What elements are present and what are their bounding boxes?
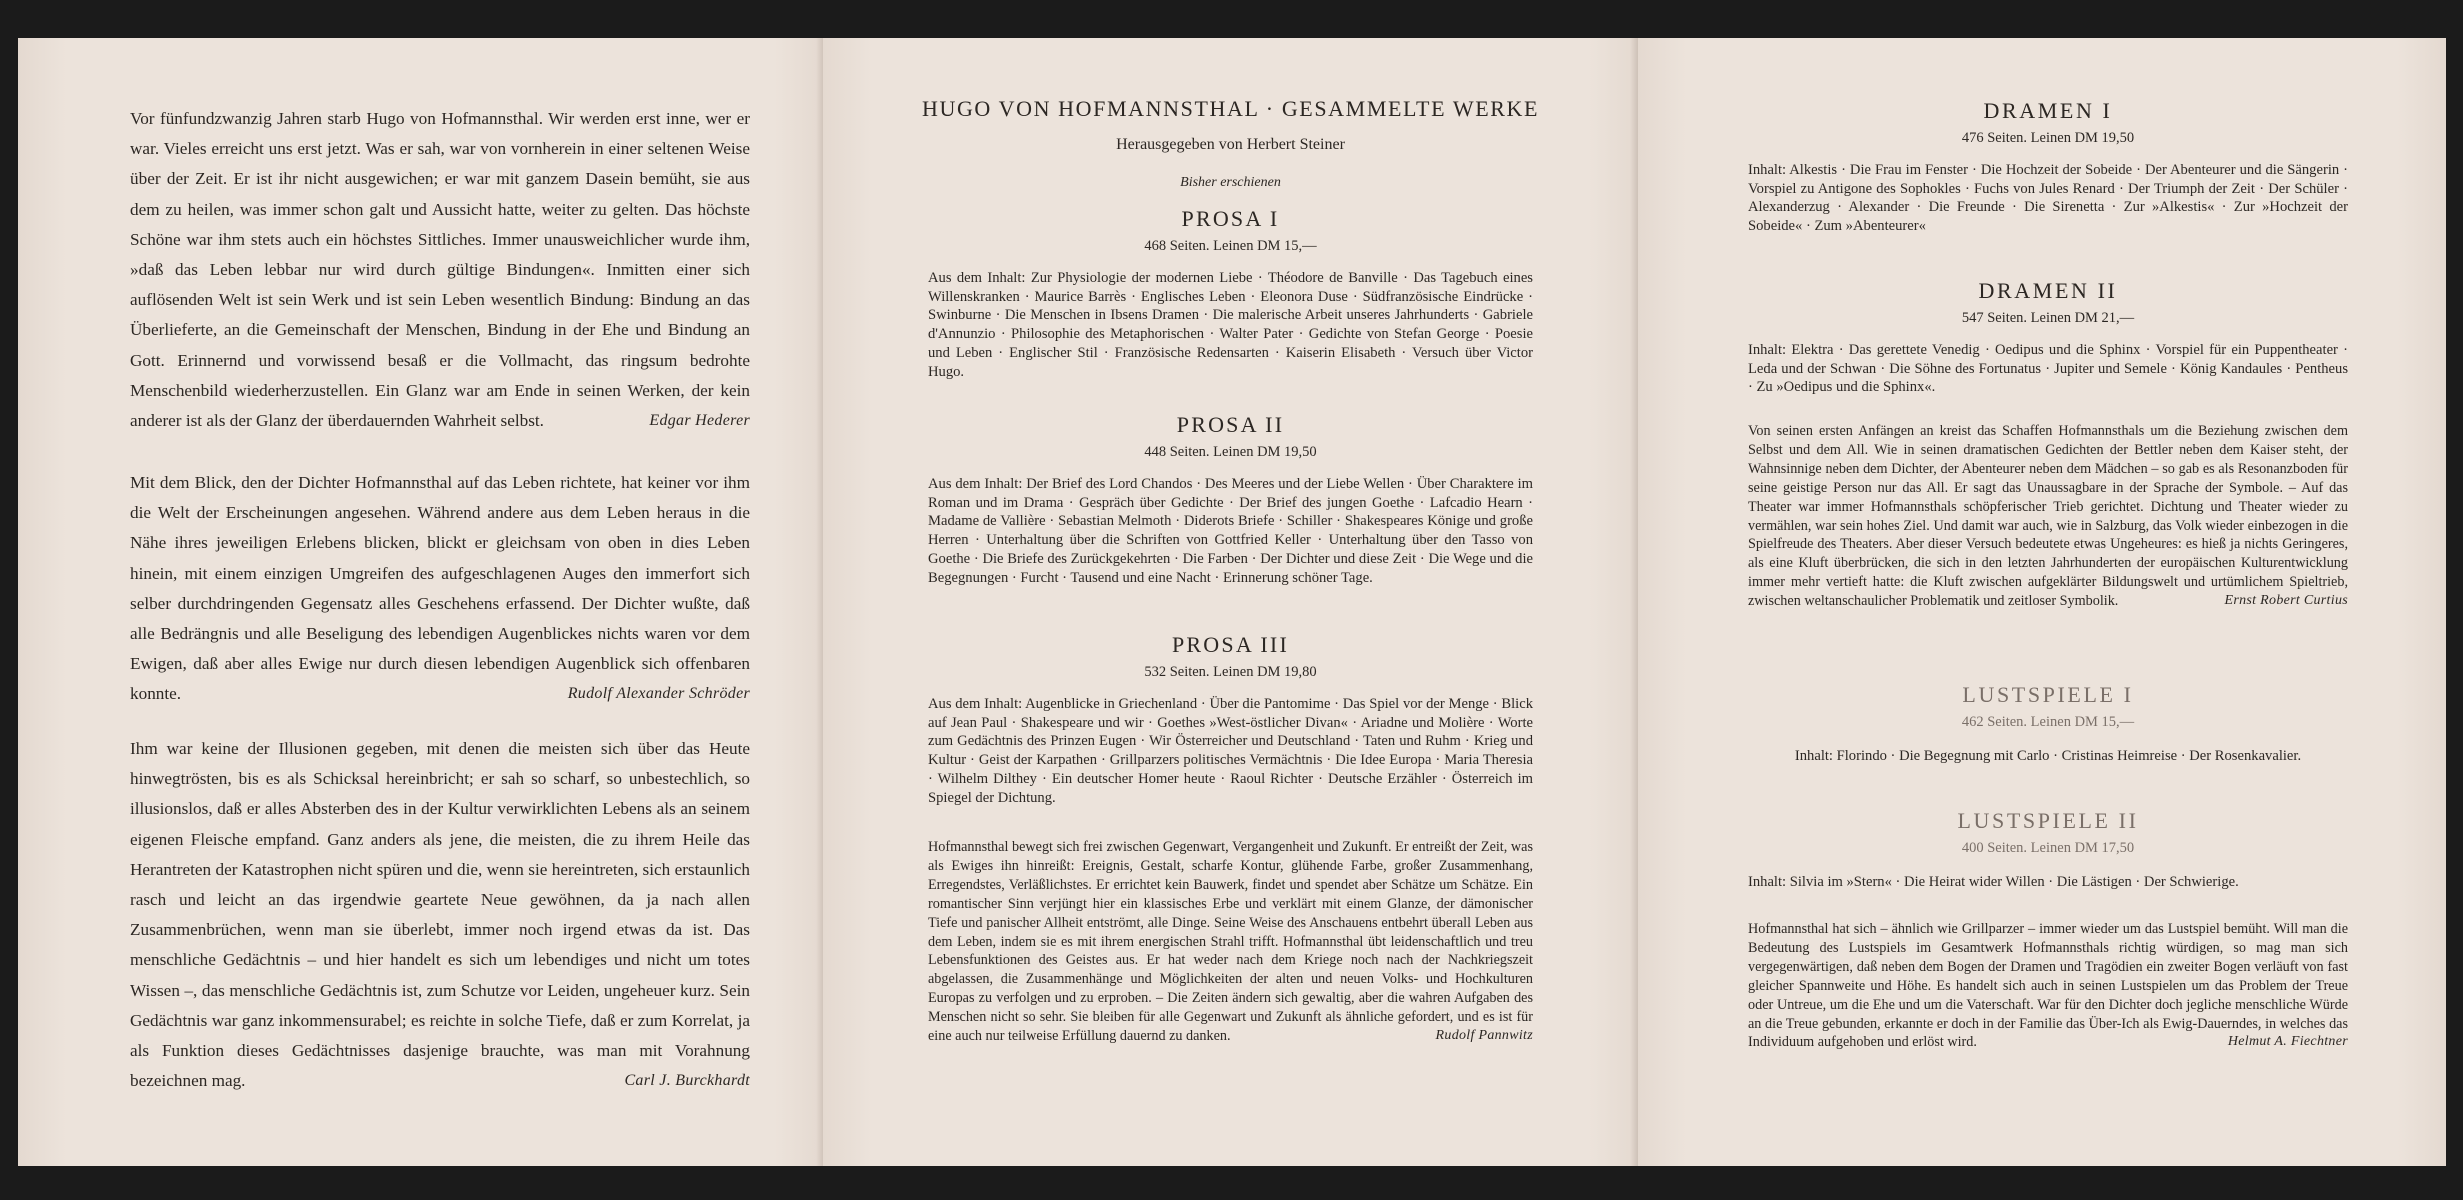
essay-author: Edgar Hederer bbox=[649, 412, 750, 430]
essay-schroeder bbox=[130, 468, 750, 710]
essay-author: Rudolf Alexander Schröder bbox=[567, 685, 750, 703]
essay-text bbox=[130, 734, 750, 1096]
left-page bbox=[18, 38, 823, 1166]
volume-meta: 448 Seiten. Leinen DM 19,50 bbox=[1144, 444, 1317, 460]
volume-contents: Inhalt: Alkestis · Die Frau im Fenster · Die Hochzeit der Sobeide · Der Abenteurer und die Sängerin · Vorspiel zu Antigone des Sophokles · Fuchs von Jules Renard · Der Triumph der Zeit · Der Schüler · Alexanderzug · Alexander · Die Freunde · Die Sirenetta · Zur »Alkestis« · Zur »Hochzeit der Sobeide« · Zum »Abenteurer« bbox=[1748, 162, 2348, 235]
volume-lustspiele-1 bbox=[1748, 682, 2348, 766]
volume-contents: Inhalt: Elektra · Das gerettete Venedig · Oedipus und die Sphinx · Vorspiel für ein Puppentheater · Leda und der Schwan · Die Söhne des Fortunatus · Jupiter und Semele · König Kandaules · Pentheus · Zu »Oedipus und die Sphinx«. bbox=[1748, 342, 2348, 396]
volume-title: LUSTSPIELE I bbox=[1962, 682, 2134, 707]
quote-author: Helmut A. Fiechtner bbox=[2227, 1034, 2348, 1050]
essay-body: Vor fünfundzwanzig Jahren starb Hugo von Hofmannsthal. Wir werden erst inne, wer er war. Vieles erreicht uns erst jetzt. Was er sah, war von vornherein in einer seltenen Weise über der Zeit. Er ist ihr nicht ausgewichen; er war mit ganzem Dasein bemüht, sie aus dem zu heilen, was immer schon galt und Aussicht hatte, weiter zu gelten. Das höchste Schöne war ihm stets auch ein höchstes Sittliches. Immer unausweichlicher wurde ihm, »daß das Leben lebbar nur wird durch gültige Bindungen«. Inmitten einer sich auflösenden Welt ist sein Werk und ist sein Leben wesentlich Bindung: Bindung an das Überlieferte, an die Gemeinschaft der Menschen, Bindung in der Ehe und Bindung an Gott. Erinnernd und vorwissend besaß er die Vollmacht, das ringsum bedrohte Menschenbild wiederherzustellen. Ein Glanz war am Ende in seinen Werken, der kein anderer ist als der Glanz der überdauernden Wahrheit selbst. bbox=[130, 109, 750, 431]
quote-author: Ernst Robert Curtius bbox=[2224, 593, 2348, 609]
volume-meta: 547 Seiten. Leinen DM 21,— bbox=[1961, 310, 2135, 326]
editor-line: Herausgegeben von Herbert Steiner bbox=[1116, 136, 1345, 153]
volume-title: PROSA III bbox=[1172, 632, 1289, 657]
volume-title: PROSA I bbox=[1181, 206, 1280, 231]
series-title: HUGO VON HOFMANNSTHAL · GESAMMELTE WERKE bbox=[921, 96, 1540, 121]
volume-contents: Inhalt: Silvia im »Stern« · Die Heirat wider Willen · Die Lästigen · Der Schwierige. bbox=[1748, 874, 2239, 890]
volume-contents: Aus dem Inhalt: Der Brief des Lord Chandos · Des Meeres und der Liebe Wellen · Über Charaktere im Roman und im Drama · Gespräch über Gedichte · Der Brief des jungen Goethe · Lafcadio Hearn · Madame de Vallière · Sebastian Melmoth · Diderots Briefe · Schiller · Shakespeares Könige und große Herren · Unterhaltung über die Schriften von Gottfried Keller · Unterhaltung über den Tasso von Goethe · Die Briefe des Zurückgekehrten · Die Farben · Der Dichter und diese Zeit · Die Wege und die Begegnungen · Furcht · Tausend und eine Nacht · Erinnerung schöner Tage. bbox=[928, 476, 1533, 586]
essay-burckhardt bbox=[130, 734, 750, 1096]
volume-prosa-3 bbox=[928, 632, 1533, 807]
quote-body: Von seinen ersten Anfängen an kreist das Schaffen Hofmannsthals um die Beziehung zwischen dem Selbst und dem All. Wie in seinen dramatischen Gedichten der Bettler neben dem Kaiser steht, der Wahnsinnige neben dem Dichter, der Abenteurer neben dem Mädchen – so gab es als Resonanzboden für seine geistige Person nur das All. Er sagt das Unaussagbare in der Sprache der Symbole. – Auf das Theater war immer Hofmannsthals schöpferischer Trieb gerichtet. Dichtung und Theater wieder zu vermählen, war sein hohes Ziel. Und damit war auch, wie in Salzburg, das Volk wieder einbezogen in die Spielfreude des Theaters. Aber dieser Versuch bedeutete etwas Ungeheures: es hieß ja nichts Geringeres, als eine Kluft überbrücken, die sich in den letzten Jahrhunderten der europäischen Kulturentwicklung immer mehr vertieft hatte: die Kluft zwischen aufgeklärter Bildungswelt und urtümlichem Spieltrieb, zwischen weltanschaulicher Problematik und zeitloser Symbolik. bbox=[1748, 423, 2348, 610]
published-label: Bisher erschienen bbox=[1180, 175, 1281, 190]
quote-author: Rudolf Pannwitz bbox=[1435, 1028, 1533, 1044]
volume-meta: 532 Seiten. Leinen DM 19,80 bbox=[1144, 664, 1317, 680]
quote-text bbox=[1748, 422, 2348, 611]
quote-pannwitz bbox=[928, 838, 1533, 1046]
volume-prosa-2 bbox=[928, 412, 1533, 587]
volume-title: DRAMEN II bbox=[1978, 278, 2118, 303]
volume-prosa-1 bbox=[928, 206, 1533, 381]
volume-contents: Aus dem Inhalt: Zur Physiologie der modernen Liebe · Théodore de Banville · Das Tagebuch eines Willenskranken · Maurice Barrès · Englisches Leben · Eleonora Duse · Südfranzösische Eindrücke · Swinburne · Die Menschen in Ibsens Dramen · Die malerische Arbeit unseres Jahrhunderts · Gabriele d'Annunzio · Philosophie des Metaphorischen · Walter Pater · Gedichte von Stefan George · Poesie und Leben · Englischer Stil · Französische Redensarten · Kaiserin Elisabeth · Versuch über Victor Hugo. bbox=[928, 270, 1533, 380]
quote-text bbox=[1748, 920, 2348, 1052]
volume-title: DRAMEN I bbox=[1983, 98, 2113, 123]
volume-meta: 476 Seiten. Leinen DM 19,50 bbox=[1961, 130, 2135, 146]
essay-hederer bbox=[130, 104, 750, 436]
essay-text bbox=[130, 468, 750, 710]
volume-meta: 462 Seiten. Leinen DM 15,— bbox=[1961, 714, 2135, 730]
volume-dramen-1 bbox=[1748, 98, 2348, 236]
essay-text bbox=[130, 104, 750, 436]
volume-dramen-2 bbox=[1748, 278, 2348, 397]
volume-title: LUSTSPIELE II bbox=[1957, 808, 2139, 833]
quote-body: Hofmannsthal hat sich – ähnlich wie Grillparzer – immer wieder um das Lustspiel bemüht. Will man die Bedeutung des Lustspiels im Gesamtwerk Hofmannsthals richtig würdigen, so mag man sich vergegenwärtigen, daß neben dem Bogen der Dramen und Tragödien ein zweiter Bogen verläuft von fast gleicher Spannweite und Höhe. Es handelt sich auch in seinen Lustspielen um das Problem der Treue oder Untreue, um die Ehe und um die Vaterschaft. War für den Dichter doch jegliche menschliche Würde an die Treue gebunden, erkannte er doch in der Familie das Über-Ich als Ewig-Dauerndes, in welches das Individuum aufgehoben und erlöst wird. bbox=[1748, 921, 2348, 1051]
volume-contents: Inhalt: Florindo · Die Begegnung mit Carlo · Cristinas Heimreise · Der Rosenkavalier. bbox=[1794, 748, 2302, 764]
quote-fiechtner bbox=[1748, 920, 2348, 1052]
brochure-sheet bbox=[18, 38, 2446, 1166]
right-page bbox=[1638, 38, 2446, 1166]
volume-lustspiele-2 bbox=[1748, 808, 2348, 892]
essay-author: Carl J. Burckhardt bbox=[624, 1072, 750, 1090]
essay-body: Mit dem Blick, den der Dichter Hofmannsthal auf das Leben richtete, hat keiner vor ihm die Welt der Erscheinungen angesehen. Während andere aus dem Leben heraus in die Nähe ihres jeweiligen Erlebens blicken, blickt er gleichsam von oben in dies Leben hinein, mit einem einzigen Umgreifen des aufgeschlagenen Auges den immerfort sich selber durchdringenden Gegensatz alles Geschehens erfassend. Der Dichter wußte, daß alle Bedrängnis und alle Beseligung des lebendigen Augenblickes nichts waren vor dem Ewigen, daß aber alles Ewige nur durch diesen lebendigen Augenblick sich offenbaren konnte. bbox=[130, 473, 750, 704]
volume-title: PROSA II bbox=[1176, 412, 1285, 437]
volume-meta: 468 Seiten. Leinen DM 15,— bbox=[1144, 238, 1317, 254]
quote-text bbox=[928, 838, 1533, 1046]
essay-body: Ihm war keine der Illusionen gegeben, mit denen die meisten sich über das Heute hinwegtrösten, bis es als Schicksal hereinbricht; er sah so scharf, so unbestechlich, so illusionslos, daß er alles Absterben des in der Kultur verwirklichten Lebens als an seinem eigenen Fleische empfand. Ganz anders als jene, die meisten, die zu ihrem Heile das Herantreten der Katastrophen nicht spüren und die, wenn sie hereintreten, sich erstaunlich rasch und leicht an das irgendwie geartete Neue gewöhnen, da ja nach allen Zusammenbrüchen, wenn man sie überlebt, immer noch irgend etwas da ist. Das menschliche Gedächtnis – und hier handelt es sich um lebendiges und nicht um totes Wissen –, das menschliche Gedächtnis ist, zum Schutze vor Leiden, ungeheuer kurz. Sein Gedächtnis war ganz inkommensurabel; es reichte in solche Tiefe, daß er zum Korrelat, ja als Funktion dieses Gedächtnisses dasjenige brauchte, was man mit Vorahnung bezeichnen mag. bbox=[130, 739, 750, 1091]
middle-page bbox=[823, 38, 1638, 1166]
volume-contents: Aus dem Inhalt: Augenblicke in Griechenland · Über die Pantomime · Das Spiel vor der Menge · Blick auf Jean Paul · Shakespeare und wir · Goethes »West-östlicher Divan« · Ariadne und Molière · Worte zum Gedächtnis des Prinzen Eugen · Wir Österreicher und Deutschland · Taten und Ruhm · Krieg und Kultur · Geist der Karpathen · Grillparzers politisches Vermächtnis · Die Idee Europa · Maria Theresia · Wilhelm Dilthey · Ein deutscher Homer heute · Raoul Richter · Deutsche Erzähler · Österreich im Spiegel der Dichtung. bbox=[928, 696, 1533, 806]
volume-meta: 400 Seiten. Leinen DM 17,50 bbox=[1961, 840, 2135, 856]
quote-curtius bbox=[1748, 422, 2348, 611]
quote-body: Hofmannsthal bewegt sich frei zwischen Gegenwart, Vergangenheit und Zukunft. Er entreißt der Zeit, was als Ewiges ihn hinreißt: Ereignis, Gestalt, scharfe Kontur, glühende Farbe, großer Zusammenhang, Erregendstes, Verläßlichstes. Er errichtet kein Bauwerk, findet und spendet aber Schätze um Schätze. Ein romantischer Sinn verjüngt hier ein klassisches Erbe und verklärt mit einem Glanze, der dämonischer Tiefe und panischer Allheit entströmt, alle Dinge. Seine Weise des Anschauens entbehrt überall Leben aus dem Leben, indem sie es mit ihrem energischen Strahl trifft. Hofmannsthal übt leidenschaftlich und treu Lebensfunktionen des Geistes aus. Er hat weder nach dem Kriege noch nach der Nachkriegszeit abgelassen, die Zusammenhänge und Möglichkeiten der alten und neuen Volks- und Hochkulturen Europas zu verfolgen und zu erproben. – Die Zeiten ändern sich gewaltig, aber die wahren Aufgaben des Menschen nicht so sehr. Sie bleiben für alle Gegenwart und Zukunft als ähnliche gefordert, und es ist für eine auch nur teilweise Erfüllung dauernd zu danken. bbox=[928, 839, 1533, 1045]
